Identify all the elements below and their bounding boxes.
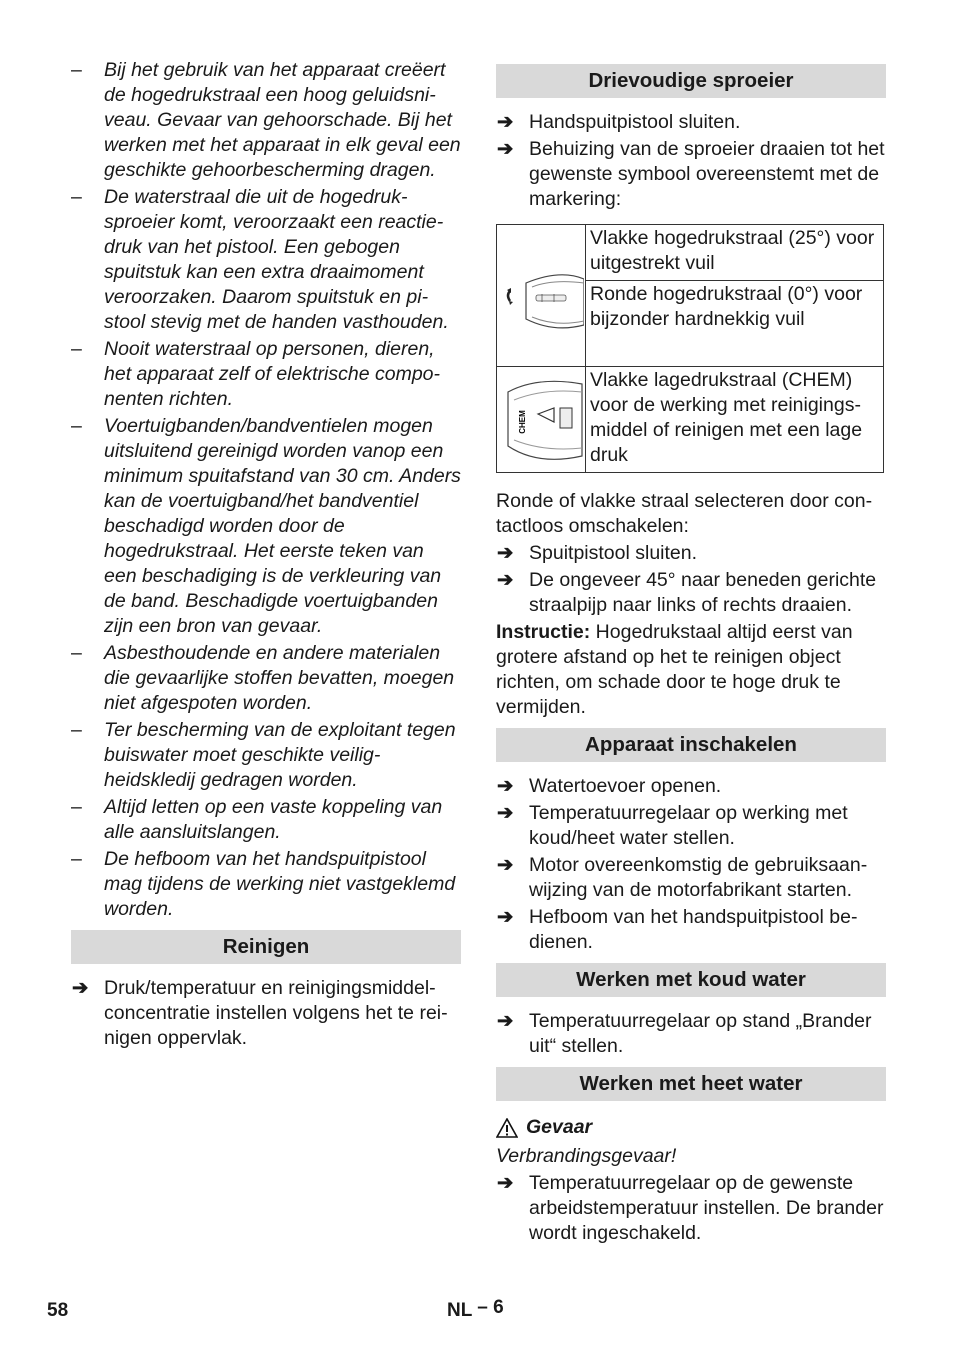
step-text: Behuizing van de sproeier draaien tot het gewenste symbool overeenstemt met de markering: bbox=[529, 138, 885, 210]
page-number: 58 bbox=[47, 1300, 69, 1321]
paragraph: Ronde of vlakke straal selecteren door contactloos omschakelen: bbox=[496, 490, 873, 537]
arrow-icon: ➔ bbox=[497, 1010, 514, 1032]
nozzle-settings-table bbox=[496, 224, 884, 473]
warning-text: Bij het gebruik van het apparaat creëert de hogedrukstraal een hoog geluidsniveau. Gevaar van gehoorschade. Bij het werken met het apparaat in elk geval een geschikte gehoorbescherming dragen. bbox=[104, 59, 461, 181]
instruction-step bbox=[496, 137, 886, 212]
warning-text: Asbesthoudende en andere materialen die gevaarlijke stoffen bevatten, moegen niet afgespoten worden. bbox=[104, 642, 455, 714]
step-text: Spuitpistool sluiten. bbox=[529, 542, 698, 564]
warning-text: Voertuigbanden/bandventielen mogen uitsluitend gereinigd worden vanop een minimum spuitafstand van 30 cm. Anders kan de voertuigband/het bandventiel beschadigd worden door de hogedrukstraal. Het eerste teken van een beschadiging is de verkleuring van de band. Beschadigde voertuigbanden zijn een bron van gevaar. bbox=[104, 415, 461, 637]
warning-item bbox=[71, 641, 461, 716]
dash-bullet: – bbox=[71, 848, 82, 870]
step-text: Motor overeenkomstig de gebruiksaanwijzing van de motorfabrikant starten. bbox=[529, 854, 868, 901]
dash-bullet: – bbox=[71, 59, 82, 81]
warning-triangle-icon bbox=[496, 1118, 518, 1138]
chem-label: CHEM bbox=[518, 409, 527, 434]
instruction-step bbox=[496, 1009, 886, 1059]
instruction-step bbox=[496, 541, 886, 566]
dash-bullet: – bbox=[71, 338, 82, 360]
warning-item bbox=[71, 718, 461, 793]
arrow-icon: ➔ bbox=[497, 138, 514, 160]
table-cell: Ronde hogedrukstraal (0°) voor bijzonder hardnekkig vuil bbox=[586, 281, 884, 367]
section-heading-reinigen: Reinigen bbox=[71, 930, 461, 964]
warning-text: Altijd letten op een vaste koppeling van alle aansluitslangen. bbox=[104, 796, 443, 843]
nozzle-high-pressure-image-cell bbox=[497, 225, 586, 367]
warning-item bbox=[71, 337, 461, 412]
arrow-icon: ➔ bbox=[497, 906, 514, 928]
footer-language-section bbox=[447, 1298, 504, 1323]
instruction-text: Hogedrukstaal altijd eerst van grotere afstand op het te reinigen object richten, om schade door te hoge druk te vermijden. bbox=[496, 621, 853, 718]
warning-item bbox=[71, 414, 461, 639]
warning-item bbox=[71, 847, 461, 922]
arrow-icon: ➔ bbox=[497, 542, 514, 564]
dash-bullet: – bbox=[71, 415, 82, 437]
step-text: Temperatuurregelaar op stand „Brander uit“ stellen. bbox=[529, 1010, 872, 1057]
warning-text: De hefboom van het handspuitpistool mag tijdens de werking niet vastgeklemd worden. bbox=[104, 848, 456, 920]
table-row bbox=[497, 367, 884, 473]
instruction-step bbox=[496, 853, 886, 903]
nozzle-chem-image-cell bbox=[497, 367, 586, 473]
step-text: Handspuitpistool sluiten. bbox=[529, 111, 741, 133]
chem-nozzle-icon bbox=[498, 370, 584, 470]
dash-bullet: – bbox=[71, 719, 82, 741]
arrow-icon: ➔ bbox=[497, 111, 514, 133]
instruction-step bbox=[496, 1171, 886, 1246]
warning-item bbox=[71, 185, 461, 335]
warning-text: De waterstraal die uit de hogedruksproeier komt, veroorzaakt een reactiedruk van het pistool. Een gebogen spuitstuk kan een extra draaimoment veroorzaken. Daarom spuitstuk en pistool stevig met de handen vasthouden. bbox=[104, 186, 449, 333]
instruction-step bbox=[71, 976, 461, 1051]
table-row bbox=[497, 225, 884, 281]
step-text: Watertoevoer openen. bbox=[529, 775, 722, 797]
instruction-step bbox=[496, 905, 886, 955]
danger-text: Verbrandingsgevaar! bbox=[496, 1145, 677, 1167]
section-heading-werken-met-koud-water: Werken met koud water bbox=[496, 963, 886, 997]
arrow-icon: ➔ bbox=[497, 775, 514, 797]
instruction-step bbox=[496, 568, 886, 618]
instruction-step bbox=[496, 110, 886, 135]
rotating-nozzle-icon bbox=[498, 261, 584, 331]
instruction-label: Instructie: bbox=[496, 621, 591, 643]
instruction-note bbox=[496, 620, 886, 720]
warning-text: Ter bescherming van de exploitant tegen buiswater moet geschikte veiligheidskledij gedragen worden. bbox=[104, 719, 456, 791]
warning-item bbox=[71, 58, 461, 183]
dash-bullet: – bbox=[71, 796, 82, 818]
warning-item bbox=[71, 795, 461, 845]
step-text: Temperatuurregelaar op de gewenste arbeidstemperatuur instellen. De brander wordt ingeschakeld. bbox=[529, 1172, 884, 1244]
warning-text: Nooit waterstraal op personen, dieren, het apparaat zelf of elektrische componenten richten. bbox=[104, 338, 441, 410]
dash-bullet: – bbox=[71, 642, 82, 664]
right-column bbox=[496, 58, 886, 1248]
section-number: – 6 bbox=[477, 1297, 504, 1318]
section-heading-drievoudige-sproeier: Drievoudige sproeier bbox=[496, 64, 886, 98]
arrow-icon: ➔ bbox=[497, 854, 514, 876]
arrow-icon: ➔ bbox=[497, 1172, 514, 1194]
table-cell: Vlakke hogedrukstraal (25°) voor uitgestrekt vuil bbox=[586, 225, 884, 281]
section-heading-werken-met-heet-water: Werken met heet water bbox=[496, 1067, 886, 1101]
instruction-step bbox=[496, 801, 886, 851]
danger-notice bbox=[496, 1115, 886, 1140]
language-code: NL bbox=[447, 1300, 472, 1321]
arrow-icon: ➔ bbox=[72, 977, 89, 999]
instruction-step bbox=[496, 774, 886, 799]
left-column bbox=[71, 58, 461, 1053]
table-cell: Vlakke lagedrukstraal (CHEM) voor de werking met reinigingsmiddel of reinigen met een lage druk bbox=[586, 367, 884, 473]
arrow-icon: ➔ bbox=[497, 569, 514, 591]
danger-label: Gevaar bbox=[526, 1116, 593, 1138]
step-text: Temperatuurregelaar op werking met koud/heet water stellen. bbox=[529, 802, 848, 849]
section-heading-apparaat-inschakelen: Apparaat inschakelen bbox=[496, 728, 886, 762]
step-text: Hefboom van het handspuitpistool bedienen. bbox=[529, 906, 858, 953]
dash-bullet: – bbox=[71, 186, 82, 208]
step-text: Druk/temperatuur en reinigingsmiddelconcentratie instellen volgens het te reinigen oppervlak. bbox=[104, 977, 448, 1049]
arrow-icon: ➔ bbox=[497, 802, 514, 824]
step-text: De ongeveer 45° naar beneden gerichte straalpijp naar links of rechts draaien. bbox=[529, 569, 877, 616]
